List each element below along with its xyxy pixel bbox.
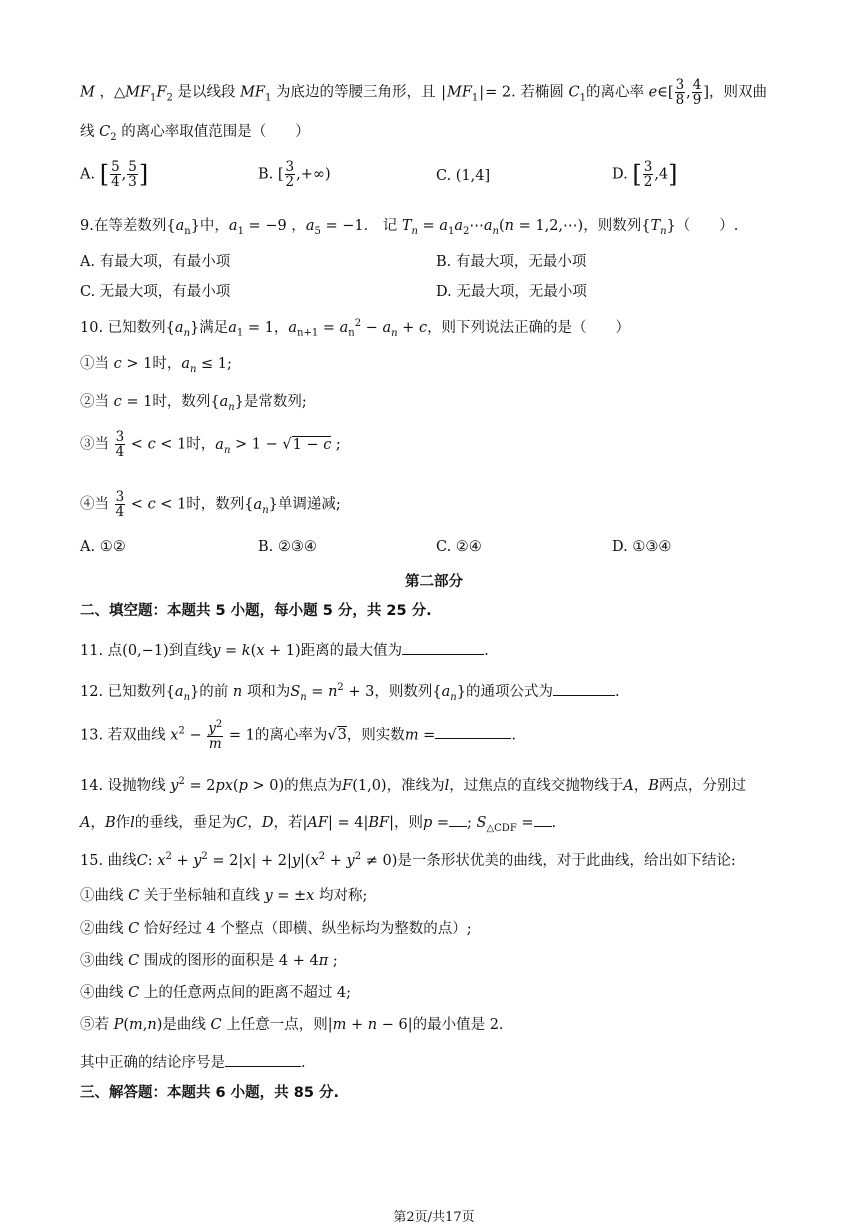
- q15-conclusion-5: ⑤若 P(m,n)是曲线 C 上任意一点，则|m + n − 6|的最小值是 2.: [80, 1017, 504, 1033]
- section2-heading: 二、填空题：本题共 5 小题，每小题 5 分，共 25 分.: [80, 603, 432, 619]
- q9-option-b[interactable]: B. 有最大项，无最小项: [436, 254, 587, 270]
- q13: 13. 若双曲线 $x^2$ − $\frac{y^2}{m}$ = 1的离心率为√3，则实数m = .: [80, 719, 516, 752]
- q11-answer-blank[interactable]: [402, 640, 484, 655]
- q15-conclusion-1: ①曲线 C 关于坐标轴和直线 y = ±x 均对称;: [80, 888, 368, 904]
- q8-stem-line2: 线 $C_2$ 的离心率取值范围是（ ）: [80, 124, 310, 143]
- section3-heading: 三、解答题：本题共 6 小题，共 85 分.: [80, 1085, 339, 1101]
- q15-conclusion-4: ④曲线 C 上的任意两点间的距离不超过 4;: [80, 985, 352, 1001]
- q9-option-c[interactable]: C. 无最大项，有最小项: [80, 284, 231, 300]
- q15-answer-line: 其中正确的结论序号是 .: [80, 1052, 306, 1072]
- q15-answer-blank[interactable]: [225, 1052, 301, 1067]
- q15-conclusion-2: ②曲线 C 恰好经过 4 个整点（即横、纵坐标均为整数的点）;: [80, 921, 472, 937]
- q8-option-d[interactable]: D. [ $\frac{3}{2}$ ,4]: [612, 159, 678, 191]
- q13-answer-blank[interactable]: [435, 724, 511, 739]
- page-footer: 第2页/共17页: [393, 1210, 475, 1225]
- q9-option-a[interactable]: A. 有最大项，有最小项: [80, 254, 231, 270]
- q10-option-c[interactable]: C. ②④: [436, 539, 482, 555]
- q14-line1: 14. 设抛物线 $y^2 = 2px(p > 0)$的焦点为F(1,0)，准线为l，过焦点的直线交抛物线于A，B两点，分别过: [80, 776, 746, 794]
- q9-option-d[interactable]: D. 无最大项，无最小项: [436, 284, 587, 300]
- q9-stem: 9.在等差数列$\{a_n\}$中，$a_1 = -9$ ，$a_5 = -1$． 记 $T_n$ = $a_1a_2\cdots a_n(n$ = 1,2,⋯)，则数列$\{T_n\}$（ ）.: [80, 218, 739, 237]
- q12: 12. 已知数列$\{a_n\}$的前 n 项和为$S_n = n^2 + 3$，则数列$\{a_n\}$的通项公式为 .: [80, 682, 620, 703]
- q8-stem-line1: M ，$\triangle MF_1F_2$ 是以线段 $MF_1$ 为底边的等腰三角形，且 $|MF_1|= 2$. 若椭圆 $C_1$的离心率 e∈[ $\frac{3}{8}$ , $\frac{4}{9}$ ]，则双曲: [80, 77, 768, 109]
- q10-option-a[interactable]: A. ①②: [80, 539, 126, 555]
- q15-stem: 15. 曲线C: $x^2 + y^2 = 2|x| + 2|y|(x^2 + y^2 \ne 0)$是一条形状优美的曲线，对于此曲线，给出如下结论:: [80, 851, 736, 869]
- q10-statement-3: ③当 $\frac{3}{4}$ < c < 1时，$a_n > 1 - √1 - c$ ;: [80, 429, 341, 461]
- q10-option-d[interactable]: D. ①③④: [612, 539, 672, 555]
- q8-option-c[interactable]: C. (1,4]: [436, 168, 491, 184]
- q10-statement-4: ④当 $\frac{3}{4}$ < c < 1时，数列$\{a_n\}$单调递减;: [80, 489, 341, 521]
- q11: 11. 点(0,−1)到直线y = k(x + 1)距离的最大值为 .: [80, 640, 489, 660]
- q8-option-a[interactable]: A. [ $\frac{5}{4}$ , $\frac{5}{3}$ ]: [80, 159, 149, 191]
- q10-stem: 10. 已知数列$\{a_n\}$满足$a_1 = 1$，$a_{n+1} = a_n^2 - a_n + c$，则下列说法正确的是（ ）: [80, 318, 631, 339]
- q12-answer-blank[interactable]: [553, 681, 615, 696]
- q10-statement-2: ②当 c = 1时，数列$\{a_n\}$是常数列;: [80, 394, 307, 413]
- q14-line2: A，B作l的垂线，垂足为C，D，若|AF| = 4|BF|，则p = ; $S_{\triangle CDF}$ = .: [80, 812, 556, 835]
- q8-option-b[interactable]: B. [ $\frac{3}{2}$ ,+∞): [258, 159, 331, 191]
- q10-statement-1: ①当 c > 1时，$a_n \le 1$;: [80, 356, 232, 375]
- q10-option-b[interactable]: B. ②③④: [258, 539, 317, 555]
- q15-conclusion-3: ③曲线 C 围成的图形的面积是 4 + 4π ;: [80, 953, 338, 969]
- section2-title: 第二部分: [405, 574, 463, 590]
- q14-answer-blank-p[interactable]: [449, 812, 467, 827]
- q14-answer-blank-s[interactable]: [534, 812, 552, 827]
